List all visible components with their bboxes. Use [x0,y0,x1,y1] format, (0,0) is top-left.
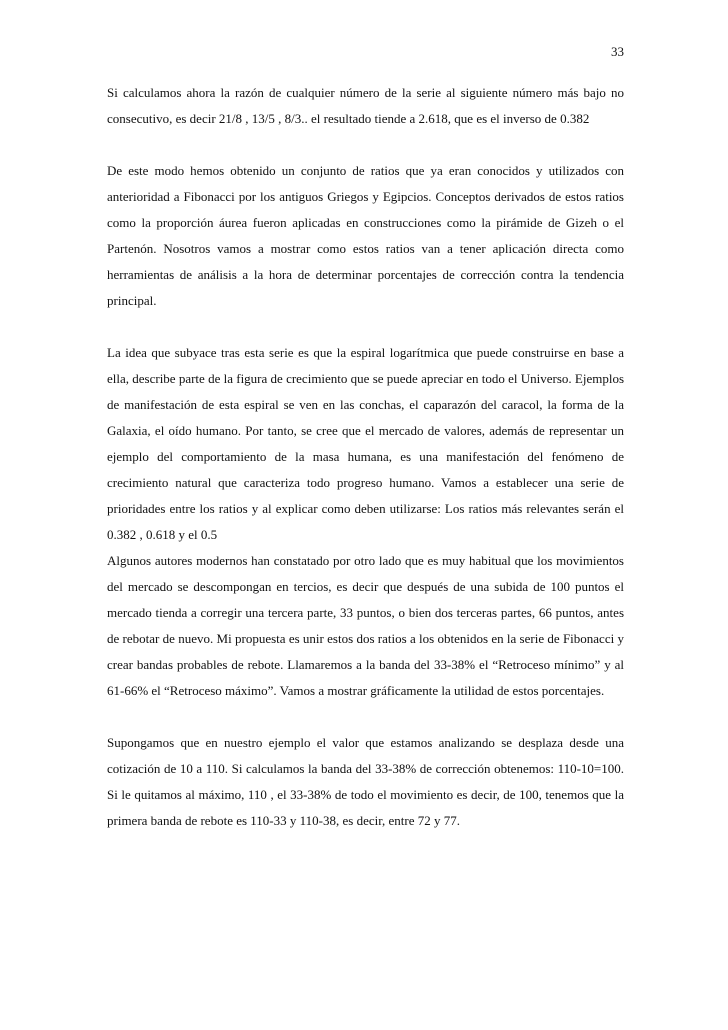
body-text [107,80,624,834]
paragraph-fibonacci-inverse-ratio: Si calculamos ahora la razón de cualquier número de la serie al siguiente número más bajo no consecutivo, es decir 21/8 , 13/5 , 8/3.. el resultado tiende a 2.618, que es el inverso de 0.382 [107,85,624,126]
paragraph-thirds-retracement: Algunos autores modernos han constatado por otro lado que es muy habitual que los movimientos del mercado se descompongan en tercios, es decir que después de una subida de 100 puntos el mercado tienda a corregir una tercera parte, 33 puntos, o bien dos terceras partes, 66 puntos, antes de rebotar de nuevo. Mi propuesta es unir estos dos ratios a los obtenidos en la serie de Fibonacci y crear bandas probables de rebote. Llamaremos a la banda del 33-38% el “Retroceso mínimo” y al 61-66% el “Retroceso máximo”. Vamos a mostrar gráficamente la utilidad de estos porcentajes. [107,553,624,698]
paragraph-example-calculation: Supongamos que en nuestro ejemplo el valor que estamos analizando se desplaza desde una cotización de 10 a 110. Si calculamos la banda del 33-38% de corrección obtenemos: 110-10=100. Si le quitamos al máximo, 110 , el 33-38% de todo el movimiento es decir, de 100, tenemos que la primera banda de rebote es 110-33 y 110-38, es decir, entre 72 y 77. [107,735,624,828]
page-number: 33 [611,44,624,59]
paragraph-historical-ratios: De este modo hemos obtenido un conjunto de ratios que ya eran conocidos y utilizados con anterioridad a Fibonacci por los antiguos Griegos y Egipcios. Conceptos derivados de estos ratios como la proporción áurea fueron aplicadas en construcciones como la pirámide de Gizeh o el Partenón. Nosotros vamos a mostrar como estos ratios van a tener aplicación directa como herramientas de análisis a la hora de determinar porcentajes de corrección contra la tendencia principal. [107,163,624,308]
paragraph-logarithmic-spiral: La idea que subyace tras esta serie es que la espiral logarítmica que puede construirse en base a ella, describe parte de la figura de crecimiento que se puede apreciar en todo el Universo. Ejemplos de manifestación de esta espiral se ven en las conchas, el caparazón del caracol, la forma de la Galaxia, el oído humano. Por tanto, se cree que el mercado de valores, además de representar un ejemplo del comportamiento de la masa humana, es una manifestación del fenómeno de crecimiento natural que caracteriza todo progreso humano. Vamos a establecer una serie de prioridades entre los ratios y al explicar como deben utilizarse: Los ratios más relevantes serán el 0.382 , 0.618 y el 0.5 [107,345,624,542]
